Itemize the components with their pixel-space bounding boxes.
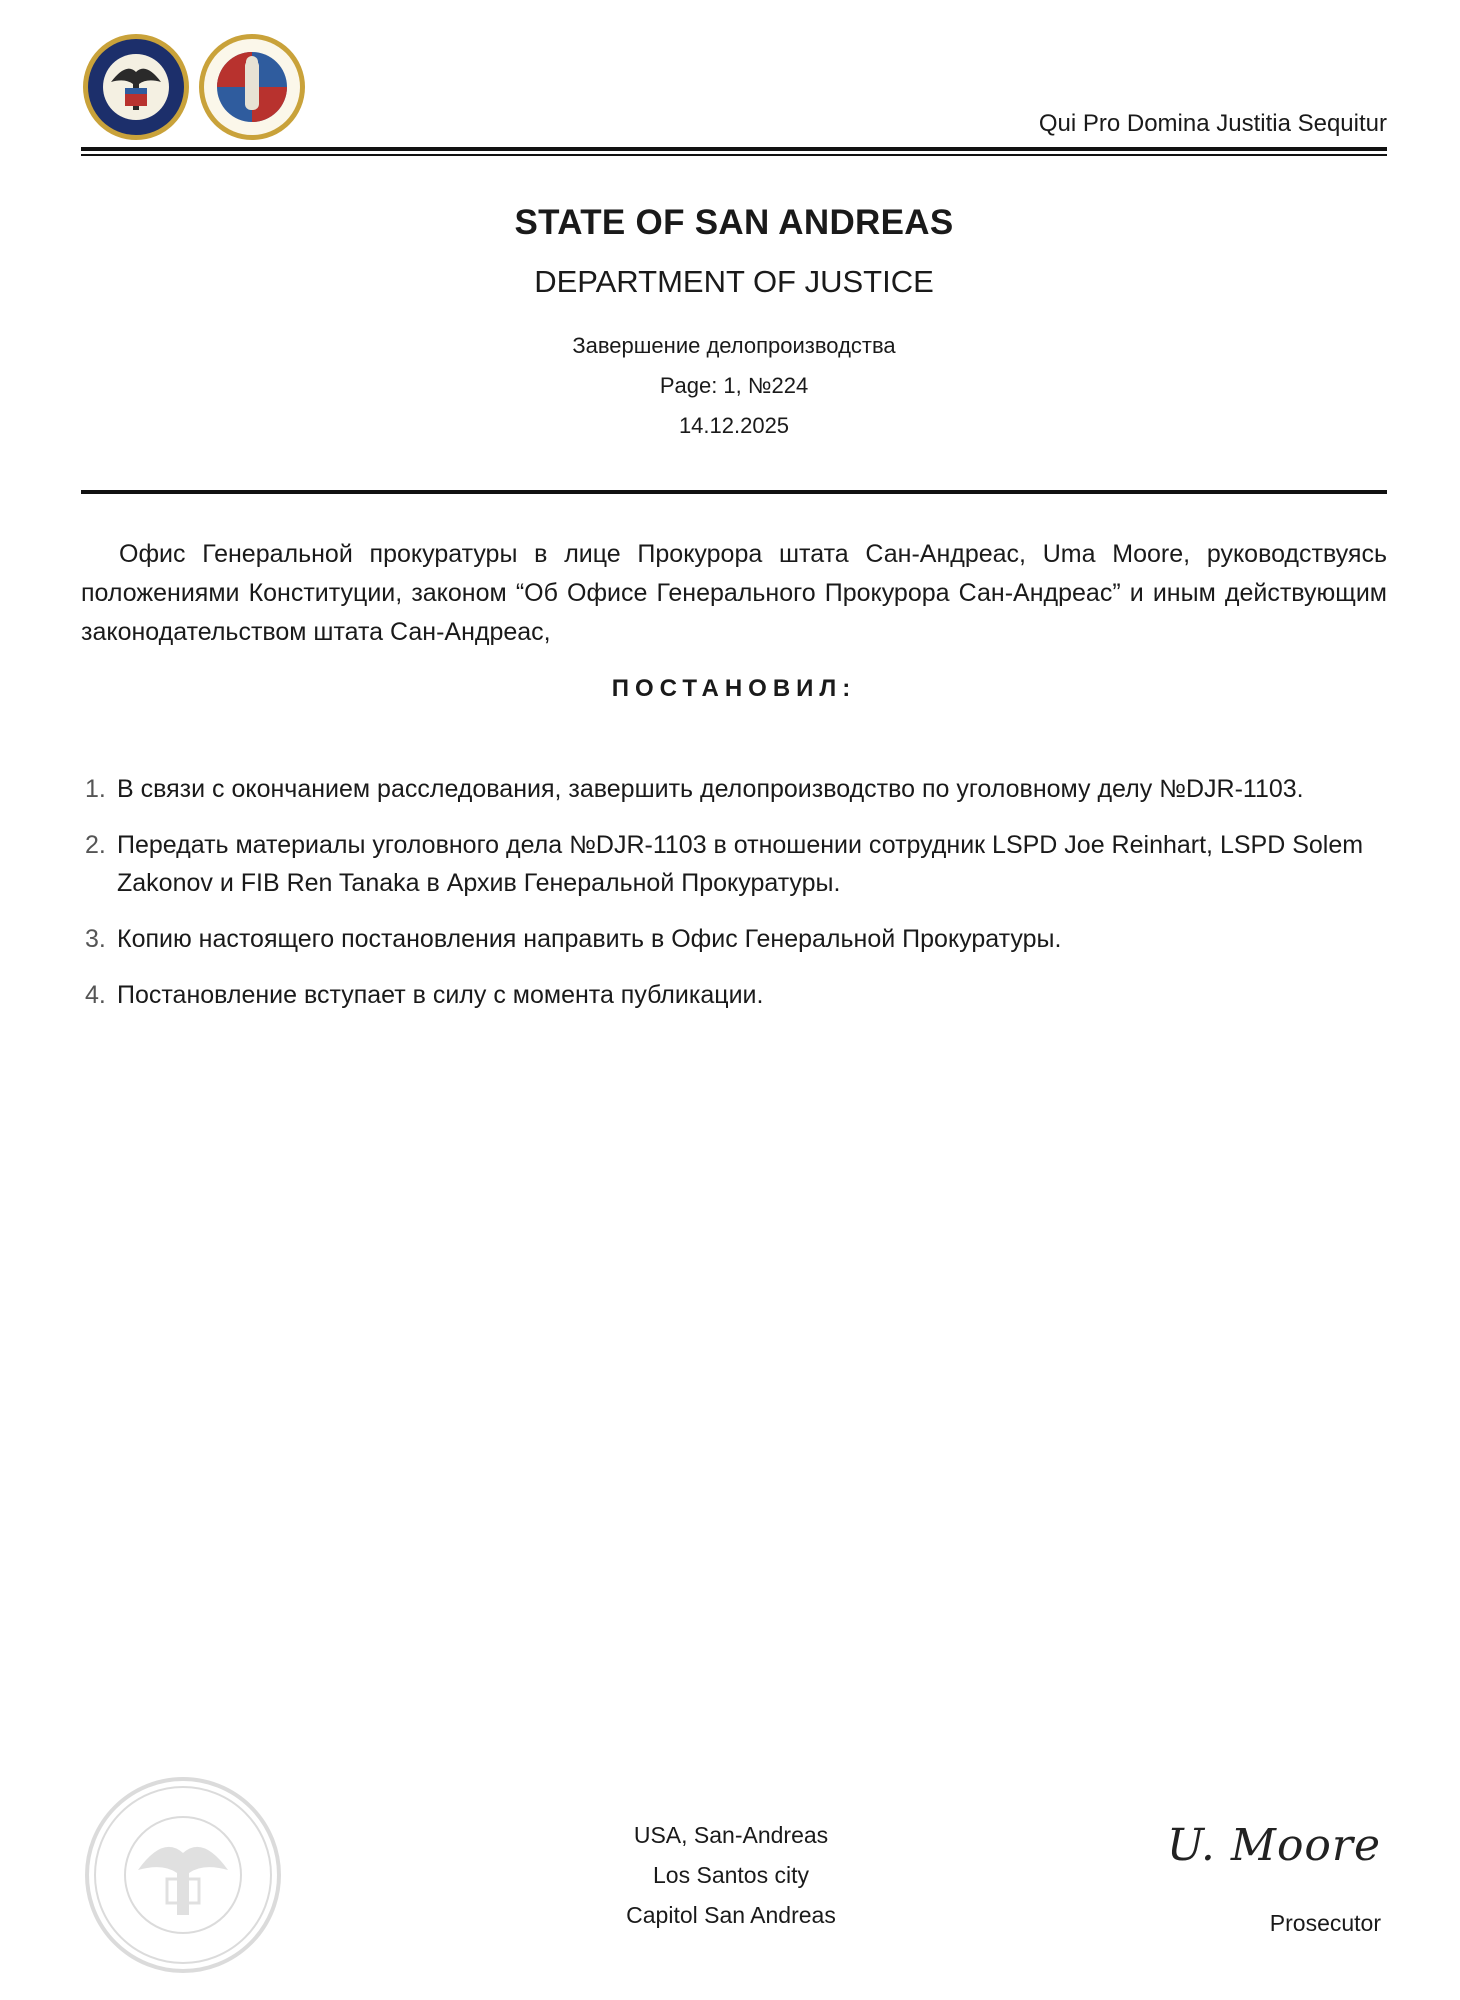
state-seal-icon: [197, 32, 307, 142]
state-title: STATE OF SAN ANDREAS: [514, 203, 954, 242]
list-item: [81, 770, 1387, 808]
address-line: Capitol San Andreas: [626, 1902, 836, 1928]
item-number: 4.: [85, 981, 106, 1009]
item-number: 1.: [85, 775, 106, 803]
page-number: Page: 1, №224: [659, 373, 809, 398]
signer-role: Prosecutor: [1269, 1910, 1381, 1936]
title-block: [81, 198, 1387, 446]
doj-seal-icon: [81, 32, 191, 142]
document-type: Завершение делопроизводства: [572, 333, 896, 358]
header-divider: [81, 147, 1387, 157]
document-date: 14.12.2025: [678, 413, 790, 438]
address-block: [561, 1815, 901, 1935]
signature: U. Moore: [1166, 1820, 1381, 1871]
item-text: Постановление вступает в силу с момента публикации.: [117, 981, 764, 1009]
item-text: Передать материалы уголовного дела №DJR-1103 в отношении сотрудник LSPD Joe Reinhart, LSPD Solem Zakonov и FIB Ren Tanaka в Архив Генеральной Прокуратуры.: [117, 831, 1364, 897]
item-number: 2.: [85, 831, 106, 859]
address-line: Los Santos city: [653, 1862, 809, 1888]
doj-watermark-seal-icon: [83, 1775, 283, 1975]
title-divider: [81, 490, 1387, 494]
document-page: [81, 0, 1387, 2000]
item-number: 3.: [85, 925, 106, 953]
resolved-heading: ПОСТАНОВИЛ:: [611, 675, 857, 702]
resolution-list: [81, 770, 1387, 1032]
list-item: [81, 826, 1387, 902]
address-line: USA, San-Andreas: [633, 1822, 829, 1848]
list-item: [81, 920, 1387, 958]
department-title: DEPARTMENT OF JUSTICE: [534, 264, 934, 299]
motto: Qui Pro Domina Justitia Sequitur: [1038, 110, 1387, 137]
header-seals: [81, 32, 307, 144]
item-text: В связи с окончанием расследования, завершить делопроизводство по уголовному делу №DJR-1103.: [117, 775, 1304, 803]
item-text: Копию настоящего постановления направить в Офис Генеральной Прокуратуры.: [117, 925, 1062, 953]
preamble-paragraph: Офис Генеральной прокуратуры в лице Прокурора штата Сан-Андреас, Uma Moore, руководствуясь положениями Конституции, законом “Об Офисе Генерального Прокурора Сан-Андреас” и иным действующим законодательством штата Сан-Андреас,: [81, 540, 1387, 646]
list-item: [81, 976, 1387, 1014]
